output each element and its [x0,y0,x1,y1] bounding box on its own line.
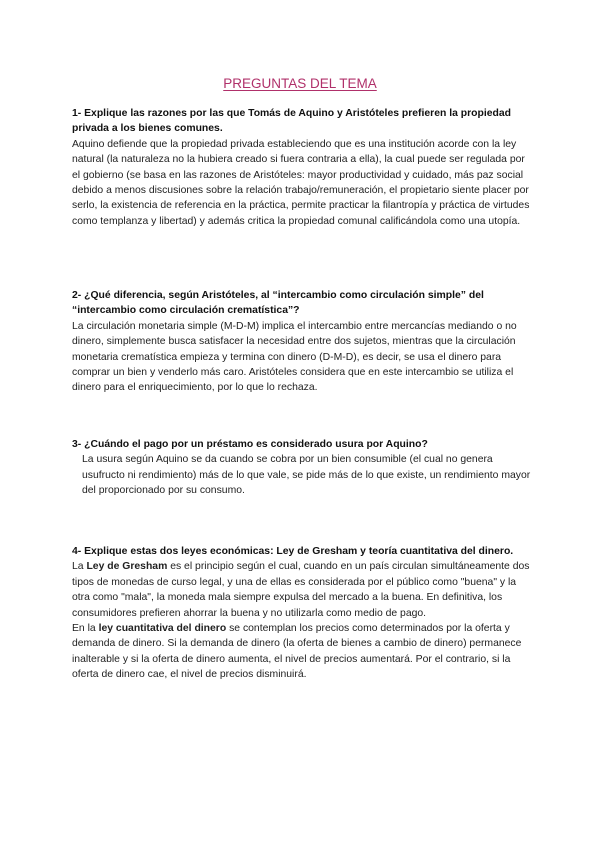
question-1-answer: Aquino defiende que la propiedad privada estableciendo que es una institución acorde con la ley natural (la naturaleza no la hubiera creado si fuera contraria a ella), la cual puede ser regulada por el gobierno (se basa en las razones de Aristóteles: mayor productividad y cuidado, más paz social debido a menos discusiones sobre la relación trabajo/remuneración, el propietario siente placer por serlo, la existencia de referencia en la práctica, permite practicar la filantropía y práctica de virtudes como templanza y libertad) y además critica la propiedad comunal calificándola como una utopía. [72,138,530,227]
question-1-heading: 1- Explique las razones por las que Tomás de Aquino y Aristóteles prefieren la propiedad privada a los bienes comunes. [72,108,512,135]
question-3-answer: La usura según Aquino se da cuando se cobra por un bien consumible (el cual no genera usufructo ni rendimiento) más de lo que vale, se pide más de lo que existe, un rendimiento mayor del proporcionado por su consumo. [82,454,531,497]
question-4 [72,544,532,683]
quantity-pre: En la [72,623,99,635]
gresham-term: Ley de Gresham [86,561,168,573]
quantity-text: se contemplan los precios como determinados por la oferta y demanda de dinero. Si la demanda de dinero (la oferta de bienes a cambio de dinero) permanece inalterable y si la oferta de dinero aumenta, el nivel de precios aumentará. Por el contrario, si la oferta de dinero cae, el nivel de precios disminuirá. [72,623,522,681]
page-title: PREGUNTAS DEL TEMA [223,76,377,91]
quantity-theory-paragraph [72,621,532,683]
question-3-heading: 3- ¿Cuándo el pago por un préstamo es considerado usura por Aquino? [72,439,428,450]
question-3 [72,437,532,499]
question-2-heading: 2- ¿Qué diferencia, según Aristóteles, al “intercambio como circulación simple” del “intercambio como circulación crematística”? [72,290,484,317]
question-4-heading: 4- Explique estas dos leyes económicas: Ley de Gresham y teoría cuantitativa del dinero. [72,546,514,557]
question-1 [72,106,532,229]
quantity-term: ley cuantitativa del dinero [98,623,227,635]
gresham-pre: La [72,561,87,573]
question-2-answer: La circulación monetaria simple (M-D-M) implica el intercambio entre mercancías mediando o no dinero, simplemente busca satisfacer la necesidad entre dos sujetos, mientras que la circulación monetaria crematística empieza y termina con dinero (D-M-D), es decir, se usa el dinero para comprar un bien y venderlo más caro. Aristóteles considera que en este intercambio se utiliza el dinero para el enriquecimiento, por lo que lo rechaza. [72,320,517,394]
gresham-paragraph [72,559,532,621]
question-2 [72,288,532,396]
gresham-text: es el principio según el cual, cuando en un país circulan simultáneamente dos tipos de monedas de curso legal, y una de ellas es considerada por el público como "buena" y la otra como "mala", la moneda mala siempre expulsa del mercado a la buena. En definitiva, los consumidores prefieren ahorrar la buena y no utilizarla como medio de pago. [72,561,530,619]
